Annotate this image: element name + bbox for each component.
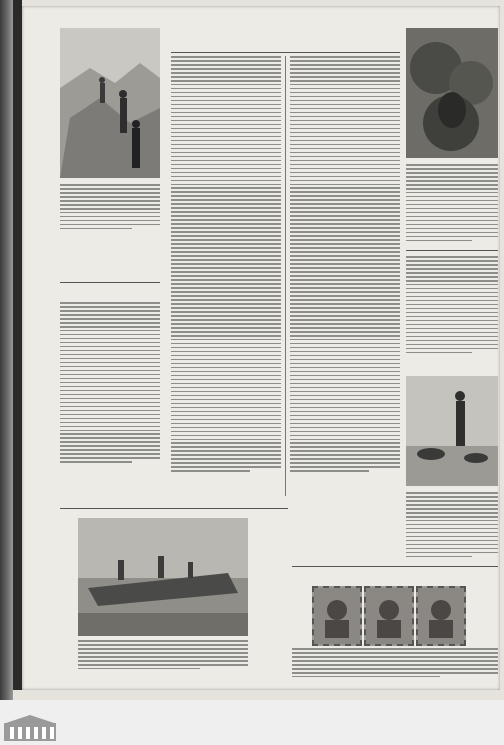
stamps-top-rule (292, 566, 498, 567)
scan-footer (0, 700, 504, 745)
left-section-heading (60, 286, 160, 298)
stamps-caption-text (292, 648, 498, 684)
dogs-walking-photo (406, 376, 498, 486)
left-caption-text (60, 184, 160, 274)
forest-photo-image (406, 28, 498, 158)
page-headline (171, 16, 400, 36)
stamp-3 (416, 586, 466, 646)
right-divider-1 (406, 250, 498, 251)
left-article-text (60, 302, 160, 502)
top-left-photo-title (62, 12, 162, 24)
dogs-photo-image (406, 376, 498, 486)
stamp-2 (364, 586, 414, 646)
top-right-photo-title (406, 12, 498, 24)
page-subheadline (171, 38, 400, 49)
stamp-1 (312, 586, 362, 646)
right-article-text (406, 256, 498, 356)
middle-column-divider (285, 56, 286, 496)
middle-right-photo-title (406, 362, 498, 372)
harbor-photo-caption (78, 640, 248, 674)
stamps-section-heading (292, 570, 498, 580)
headline-rule (171, 52, 400, 53)
middle-section-heading (290, 438, 400, 450)
stamp-1-portrait (314, 588, 360, 644)
library-logo-icon (4, 715, 56, 741)
left-divider (60, 282, 160, 283)
newspaper-page (22, 6, 500, 690)
bush-forest-photo (406, 28, 498, 158)
mountain-rescue-photo (60, 28, 160, 178)
middle-text-col-2 (290, 56, 400, 496)
scan-edge (0, 0, 13, 745)
bottom-left-photo-title (61, 508, 289, 518)
middle-text-col-1 (171, 56, 281, 496)
stamp-3-portrait (418, 588, 464, 644)
right-caption-text (406, 164, 498, 244)
stamp-2-portrait (366, 588, 412, 644)
right-lower-text (406, 492, 498, 562)
harbor-photo-image (78, 518, 248, 636)
mountain-photo-image (60, 28, 160, 178)
binding-shadow (13, 0, 22, 690)
harbor-ship-photo (78, 518, 248, 636)
